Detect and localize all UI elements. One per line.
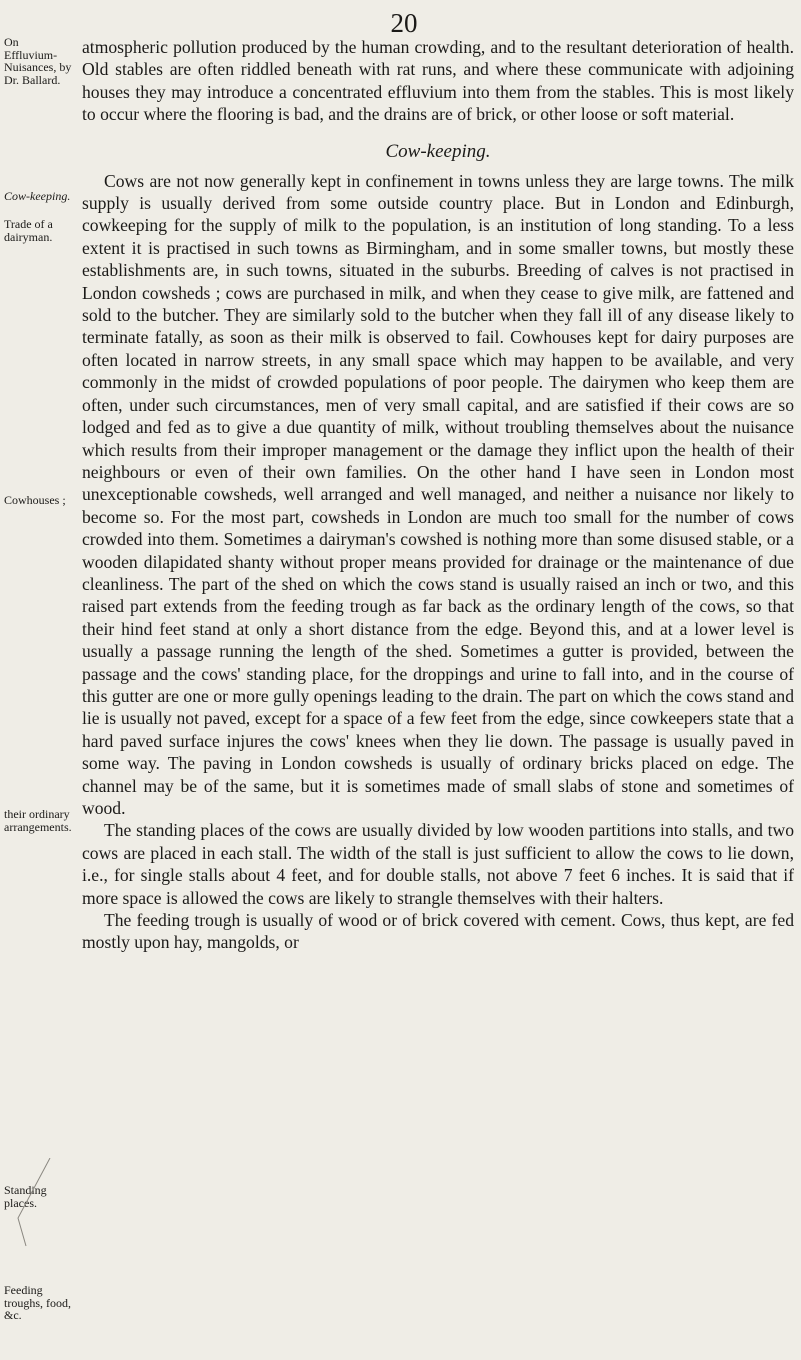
paragraph-standing-places: The standing places of the cows are usually divided by low wooden partitions into stalls, and two cows are placed in each stall. The width of the stall is just sufficient to allow the cows to lie down, i.e., for single stalls about 4 feet, and for double stalls, not above 7 feet 6 inches. It is said that if more space is allowed the cows are likely to strangle themselves with their halters.: [82, 820, 794, 908]
margin-note-trade: Trade of a dairyman.: [4, 217, 53, 244]
intro-paragraph: atmospheric pollution produced by the human crowding, and to the resultant deterioration of health. Old stables are often riddled beneath with rat runs, and where these communicate with adjoining houses they may introduce a concentrated effluvium into them from the stables. This is most likely to occur where the flooring is bad, and the drains are of brick, or other loose or soft material.: [82, 37, 794, 125]
margin-note-cowhouses: Cowhouses ;: [4, 493, 66, 507]
body-text: [82, 36, 794, 954]
margin-note-cow-keeping: Cow-keeping.: [4, 189, 71, 203]
margin-note-feeding: Feeding troughs, food, &c.: [4, 1283, 71, 1322]
paragraph-cow-keeping: Cows are not now generally kept in confinement in towns unless they are large towns. The milk supply is usually derived from some outside country place. But in London and Edinburgh, cowkeeping for the supply of milk to the population, is an institution of long standing. To a less extent it is practised in such towns as Birmingham, and in some smaller towns, but mostly these establishments are, in such towns, situated in the suburbs. Breeding of calves is not practised in London cowsheds ; cows are purchased in milk, and when they cease to give milk, are fattened and sold to the butcher. They are similarly sold to the butcher when they fall ill of any disease likely to terminate fatally, as soon as their milk is observed to fail. Cowhouses kept for dairy purposes are often located in narrow streets, in any small space which may happen to be available, and very commonly in the midst of crowded populations of poor people. The dairymen who keep them are often, under such circumstances, men of very small capital, and are satisfied if their cows are so lodged and fed as to give a due quantity of milk, without troubling themselves about the nuisance which results from their improper management or the damage they inflict upon the health of their neighbours or even of their own families. On the other hand I have seen in London most unexceptionable cowsheds, well arranged and well managed, and neither a nuisance nor likely to become so. For the most part, cowsheds in London are much too small for the number of cows crowded into them. Sometimes a dairyman's cowshed is nothing more than some disused stable, or a wooden dilapidated shanty without proper means provided for drainage or the maintenance of due cleanliness. The part of the shed on which the cows stand is usually raised an inch or two, and this raised part extends from the feeding trough as far back as the ordinary length of the cows, so that their hind feet stand at only a short distance from the edge. Beyond this, and at a lower level is usually a passage running the length of the shed. Sometimes a gutter is provided, between the passage and the cows' standing place, for the droppings and urine to fall into, and in the course of this gutter are one or more gully openings leading to the drain. The part on which the cows stand and lie is usually not paved, except for a space of a few feet from the edge, since cowkeepers state that a hard paved surface injures the cows' knees when they lie down. The passage is usually paved in some way. The paving in London cowsheds is usually of ordinary bricks placed on edge. The channel may be of the same, but it is sometimes made of small slabs of stone and sometimes of wood.: [82, 170, 794, 818]
section-heading: Cow-keeping.: [385, 140, 491, 162]
paragraph-feeding-troughs: The feeding trough is usually of wood or of brick covered with cement. Cows, thus kept, are fed mostly upon hay, mangolds, or: [82, 910, 794, 953]
margin-note-arrangements: their ordinary arrangements.: [4, 807, 72, 834]
page-crease-mark: [12, 1158, 52, 1248]
margin-note-effluvium: On Effluvium-Nuisances, by Dr. Ballard.: [4, 35, 72, 87]
page-number: 20: [390, 8, 418, 38]
margin-note-standing: Standing places.: [4, 1183, 47, 1210]
